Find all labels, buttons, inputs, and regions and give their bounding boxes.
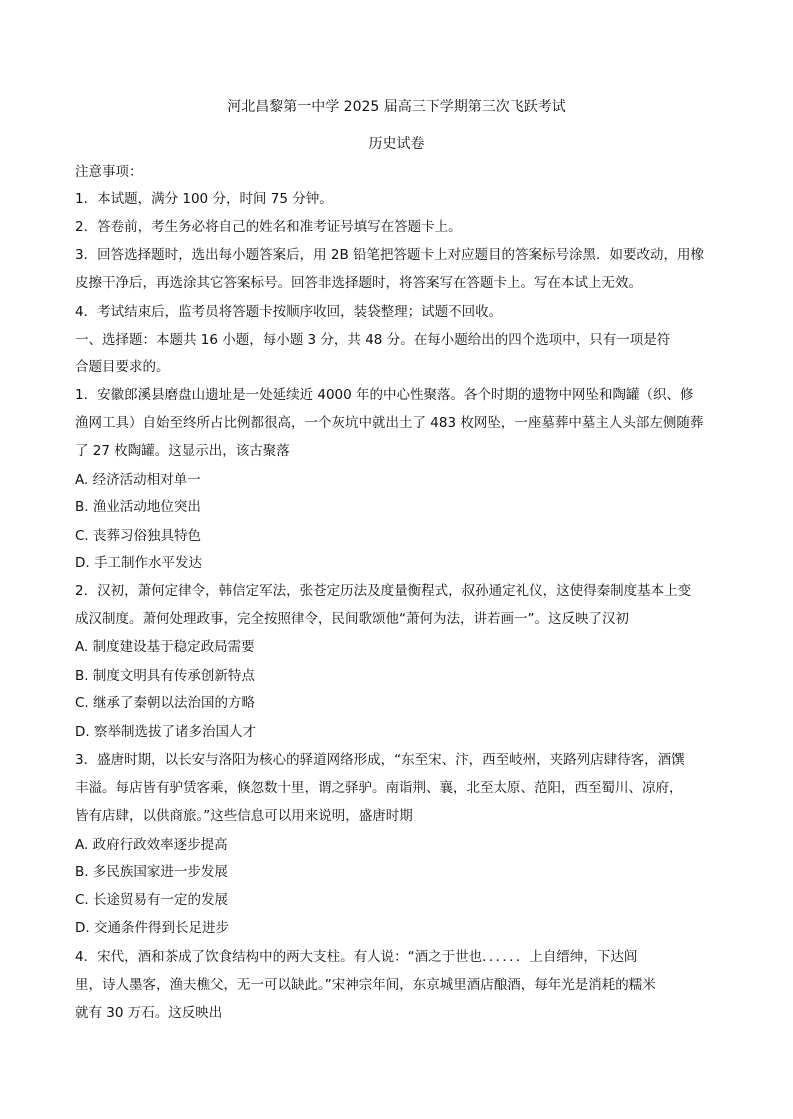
notice-2: 2．答卷前，考生务必将自己的姓名和准考证号填写在答题卡上。 [75, 219, 462, 235]
q1-option-b: B. 渔业活动地位突出 [75, 499, 201, 515]
exam-subtitle: 历史试卷 [368, 136, 425, 152]
q4-stem-1: 4．宋代，酒和茶成了饮食结构中的两大支柱。有人说：“酒之于世也．．．．．．上自缙绅，下达闾 [75, 949, 638, 965]
q1-stem-3: 了 27 枚陶罐。这显示出，该古聚落 [75, 443, 290, 459]
notice-3: 3．回答选择题时，选出每小题答案后，用 2B 铅笔把答题卡上对应题目的答案标号涂黑．如要改动，用橡 [75, 247, 705, 263]
section-heading: 一、选择题：本题共 16 小题，每小题 3 分，共 48 分。在每小题给出的四个选项中，只有一项是符 [75, 332, 671, 348]
q2-stem-1: 2．汉初，萧何定律令，韩信定军法，张苍定历法及度量衡程式，叔孙通定礼仪，这使得秦制度基本上变 [75, 583, 692, 599]
q1-stem-1: 1．安徽郎溪县磨盘山遗址是一处延续近 4000 年的中心性聚落。各个时期的遗物中网坠和陶罐（织、修 [75, 387, 694, 403]
q3-option-d: D. 交通条件得到长足进步 [75, 920, 229, 936]
q3-option-a: A. 政府行政效率逐步提高 [75, 837, 228, 853]
notice-1: 1．本试题，满分 100 分，时间 75 分钟。 [75, 191, 333, 207]
notice-4: 4．考试结束后，监考员将答题卡按顺序收回，装袋整理；试题不回收。 [75, 304, 503, 320]
section-heading-cont: 合题目要求的。 [75, 359, 170, 375]
q3-option-b: B. 多民族国家进一步发展 [75, 864, 228, 880]
q4-stem-2: 里，诗人墨客，渔夫樵父，无一可以缺此。”宋神宗年间，东京城里酒店酿酒，每年光是消耗的糯米 [75, 977, 656, 993]
q2-option-c: C. 继承了秦朝以法治国的方略 [75, 695, 256, 711]
q1-option-d: D. 手工制作水平发达 [75, 555, 202, 571]
q1-option-a: A. 经济活动相对单一 [75, 472, 201, 488]
q1-option-c: C. 丧葬习俗独具特色 [75, 528, 202, 544]
q2-option-a: A. 制度建设基于稳定政局需要 [75, 639, 255, 655]
q1-stem-2: 渔网工具）自始至终所占比例都很高，一个灰坑中就出土了 483 枚网坠，一座墓葬中墓主人头部左侧随葬 [75, 415, 704, 431]
q3-option-c: C. 长途贸易有一定的发展 [75, 892, 229, 908]
q3-stem-2: 丰溢。每店皆有驴赁客乘，倏忽数十里，谓之驿驴。南诣荆、襄，北至太原、范阳，西至蜀川、凉府， [75, 780, 683, 796]
q2-option-d: D. 察举制选拔了诸多治国人才 [75, 724, 256, 740]
q2-option-b: B. 制度文明具有传承创新特点 [75, 668, 255, 684]
notice-3-cont: 皮擦干净后，再选涂其它答案标号。回答非选择题时，将答案写在答题卡上。写在本试上无效。 [75, 275, 642, 291]
exam-title: 河北昌黎第一中学 2025 届高三下学期第三次飞跃考试 [227, 99, 566, 115]
notice-heading: 注意事项： [75, 164, 143, 180]
q3-stem-3: 皆有店肆，以供商旅。”这些信息可以用来说明，盛唐时期 [75, 808, 413, 824]
q4-stem-3: 就有 30 万石。这反映出 [75, 1005, 223, 1021]
q2-stem-2: 成汉制度。萧何处理政事，完全按照律令，民间歌颂他“萧何为法，讲若画一”。这反映了汉初 [75, 611, 629, 627]
q3-stem-1: 3．盛唐时期，以长安与洛阳为核心的驿道网络形成，“东至宋、汴，西至岐州，夹路列店肆待客，酒馔 [75, 752, 685, 768]
